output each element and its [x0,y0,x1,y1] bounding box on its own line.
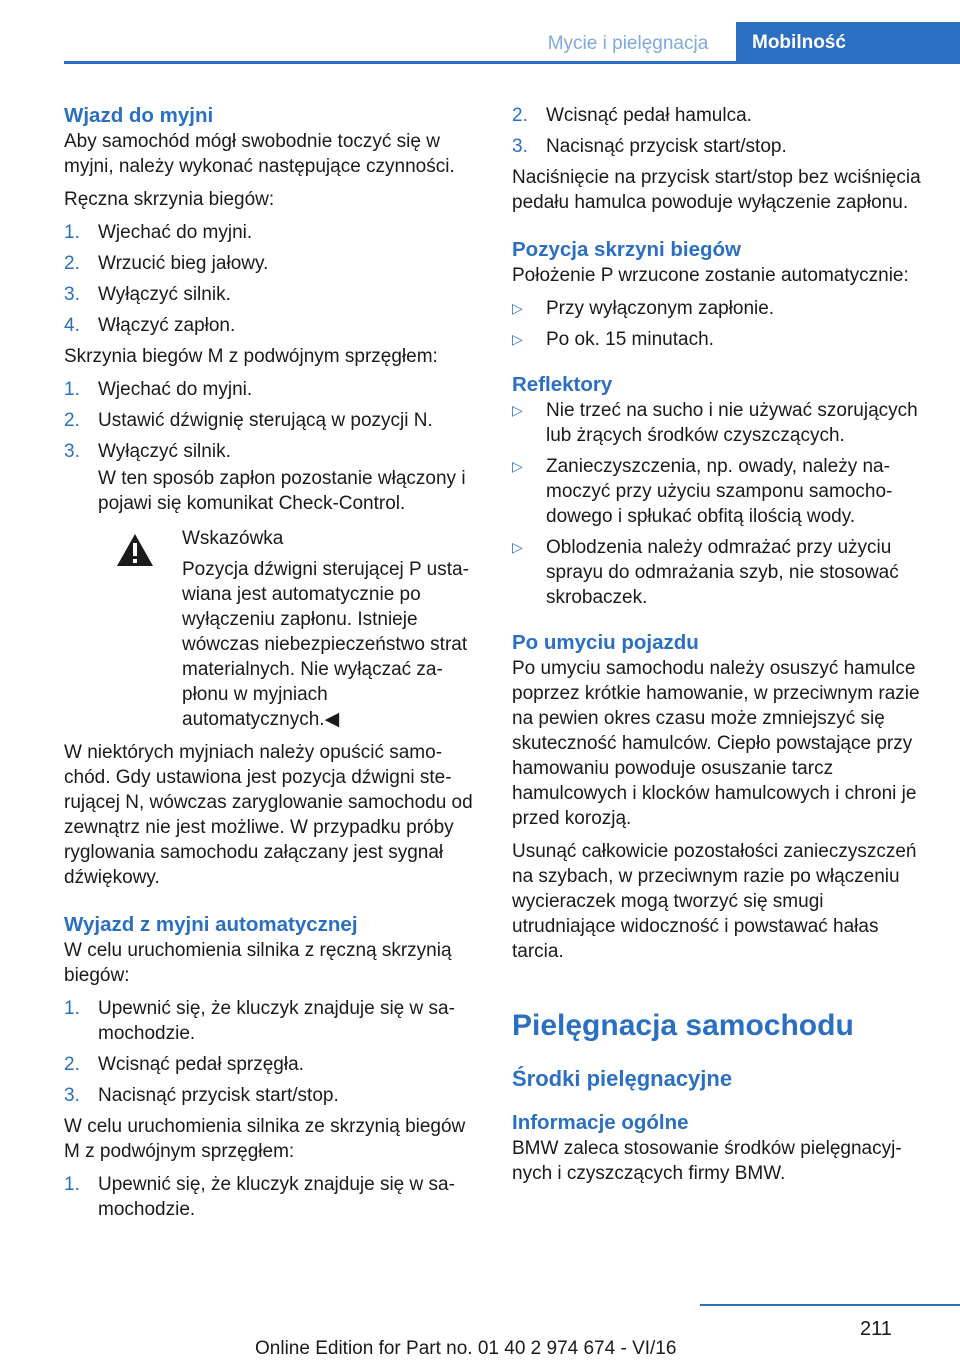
footer-rule [700,1304,960,1306]
list-number: 3. [64,1085,80,1106]
list-number: 2. [64,410,80,431]
list-text: Wyłączyć silnik. [98,441,231,462]
right-column [512,103,932,1194]
heading-reflektory: Reflektory [512,373,613,396]
list-text: Ustawić dźwignię sterującą w pozycji N. [98,410,433,431]
list-item [64,282,474,307]
list-item [512,134,932,159]
paragraph-brake: Naciśnięcie na przycisk start/stop bez wciśnięcia pedału hamulca powoduje wyłączenie zapłonu. [512,167,921,213]
list-number: 2. [64,1054,80,1075]
list-text: Nie trzeć na sucho i nie używać szorujących lub żrących środków czyszczących. [546,400,918,446]
list-item [64,408,474,433]
bullet-triangle-icon: ▷ [512,331,523,347]
heading-car-care: Pielęgnacja samochodu [512,1009,854,1042]
paragraph-residue: Usunąć całkowicie pozostałości zanieczyszczeń na szybach, w przeciwnym razie po włączeniu wycieraczek mogą tworzyć się smugi utrudniające widoczność i powstawać hałas tarcia. [512,841,917,962]
list-item [64,1172,474,1222]
list-number: 1. [64,379,80,400]
list-number: 2. [512,105,528,126]
paragraph-bmw: BMW zaleca stosowanie środków pielęgnacyjnych i czyszczących firmy BMW. [512,1138,902,1184]
bullet-triangle-icon: ▷ [512,539,523,555]
list-item [512,327,932,352]
list-item [512,398,932,448]
heading-care-products: Środki pielęgnacyjne [512,1066,733,1091]
list-number: 1. [64,998,80,1019]
list-item [64,220,474,245]
warning-title: Wskazówka [182,528,284,549]
paragraph-lock: W niektórych myjniach należy opuścić samochód. Gdy ustawiona jest pozycja dźwigni sterującej N, wówczas zaryglowanie samochodu od zewnątrz nie jest możliwe. W przypadku próby ryglowania samochodu załączany jest sygnał dźwiękowy. [64,742,473,888]
list-text: Zanieczyszczenia, np. owady, należy namoczyć przy użyciu szamponu samochodowego i spłukać obfitą ilością wody. [546,456,893,527]
list-text: Przy wyłączonym zapłonie. [546,298,775,319]
paragraph-start-manual: W celu uruchomienia silnika z ręczną skrzynią biegów: [64,940,452,986]
list-number: 2. [64,253,80,274]
paragraph-dct: Skrzynia biegów M z podwójnym sprzęgłem: [64,346,438,367]
heading-general-info: Informacje ogólne [512,1111,689,1134]
list-text: Wyłączyć silnik. [98,284,231,305]
heading-gear-position: Pozycja skrzyni biegów [512,238,741,261]
list-continuation: W ten sposób zapłon pozostanie włączony i pojawi się komunikat Check-Control. [98,468,466,514]
list-item [64,996,474,1046]
list-item [512,454,932,529]
list-text: Po ok. 15 minutach. [546,329,714,350]
header-section-tab: Mycie i pielęgnacja [520,26,736,61]
list-item [512,296,932,321]
list-text: Wjechać do myjni. [98,222,253,243]
list-number: 1. [64,222,80,243]
list-item [512,103,932,128]
header-rule [64,61,960,64]
left-column [64,103,474,1228]
paragraph-intro: Aby samochód mógł swobodnie toczyć się w myjni, należy wykonać następujące czynności. [64,131,455,177]
header-chapter-tab: Mobilność [736,22,960,64]
list-text: Upewnić się, że kluczyk znajduje się w samochodzie. [98,998,455,1044]
warning-triangle-icon [98,528,172,572]
list-number: 3. [512,136,528,157]
list-number: 4. [64,315,80,336]
list-item [64,1083,474,1108]
list-text: Wrzucić bieg jałowy. [98,253,269,274]
heading-wjazd: Wjazd do myjni [64,104,214,127]
list-number: 3. [64,441,80,462]
bullet-triangle-icon: ▷ [512,402,523,418]
bullet-triangle-icon: ▷ [512,458,523,474]
paragraph-start-dct: W celu uruchomienia silnika ze skrzynią biegów M z podwójnym sprzęgłem: [64,1116,466,1162]
paragraph-gear: Położenie P wrzucone zostanie automatycznie: [512,265,909,286]
paragraph-manual: Ręczna skrzynia biegów: [64,189,275,210]
list-text: Nacisnąć przycisk start/stop. [546,136,787,157]
list-text: Wcisnąć pedał hamulca. [546,105,752,126]
page-number: 211 [860,1318,892,1340]
warning-text [98,557,474,732]
list-text: Wjechać do myjni. [98,379,253,400]
heading-after-wash: Po umyciu pojazdu [512,631,699,654]
list-item [64,439,474,464]
edition-footer: Online Edition for Part no. 01 40 2 974 674 - VI/16 [255,1338,677,1359]
list-text: Oblodzenia należy odmrażać przy użyciu sprayu do odmrażania szyb, nie stosować skrobaczek. [546,537,899,608]
list-item [64,377,474,402]
bullet-triangle-icon: ▷ [512,300,523,316]
heading-wyjazd: Wyjazd z myjni automatycznej [64,913,358,936]
list-text: Nacisnąć przycisk start/stop. [98,1085,339,1106]
list-text: Włączyć zapłon. [98,315,236,336]
warning-text-body: Pozycja dźwigni sterującej P ustawiana jest automatycznie po wyłączeniu zapłonu. Istnieje wówczas niebezpieczeństwo strat materialnych. Nie wyłączać zapłonu w myjniach automatycznych.◀ [182,559,469,730]
list-number: 3. [64,284,80,305]
list-item [64,1052,474,1077]
list-item [512,535,932,610]
paragraph-after: Po umyciu samochodu należy osuszyć hamulce poprzez krótkie hamowanie, w przeciwnym razie na pewien okres czasu może zmniejszyć się skuteczność hamulców. Ciepło powstające przy hamowaniu powoduje osuszanie tarcz hamulcowych i klocków hamulcowych i chroni je przed korozją. [512,658,920,829]
list-item [64,251,474,276]
list-text: Upewnić się, że kluczyk znajduje się w samochodzie. [98,1174,455,1220]
warning-box [98,526,474,732]
list-item [64,313,474,338]
list-text: Wcisnąć pedał sprzęgła. [98,1054,304,1075]
list-number: 1. [64,1174,80,1195]
